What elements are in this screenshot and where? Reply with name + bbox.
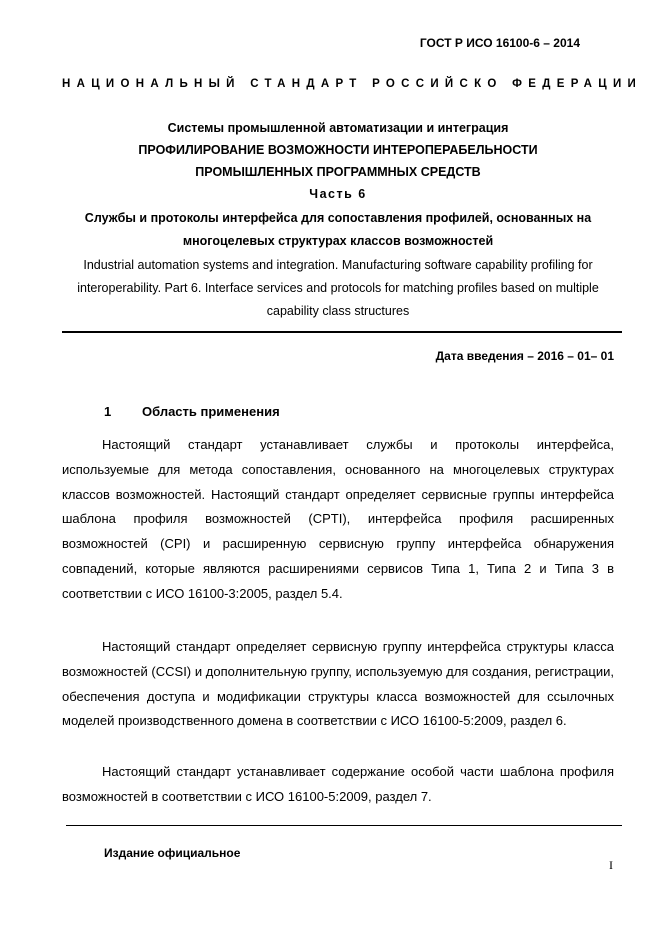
introduction-date: Дата введения – 2016 – 01– 01	[435, 349, 614, 363]
part-label: Часть 6	[309, 187, 367, 201]
title-line-2: ПРОФИЛИРОВАНИЕ ВОЗМОЖНОСТИ ИНТЕРОПЕРАБЕЛЬНОСТИ	[138, 143, 538, 157]
edition-label: Издание официальное	[104, 846, 241, 860]
document-code: ГОСТ Р ИСО 16100-6 – 2014	[419, 36, 580, 50]
paragraph: Настоящий стандарт определяет сервисную группу интерфейса структуры класса возможностей (CCSI) и дополнительную группу, используемую для создания, регистрации, обеспечения доступа и модификации структуры класса возможностей для ссылочных моделей производственного домена в соответствии с ИСО 16100-5:2009, раздел 6.	[62, 639, 614, 729]
section-heading	[104, 404, 280, 419]
section-number: 1	[104, 404, 112, 419]
english-title: Industrial automation systems and integration. Manufacturing software capability profiling for interoperability. Part 6. Interface services and protocols for matching profiles based on multiple capability class structures	[77, 258, 599, 318]
footer-divider	[66, 825, 622, 826]
page-number: I	[609, 858, 613, 872]
title-line-1: Системы промышленной автоматизации и интеграция	[167, 121, 509, 135]
title-line-3: ПРОМЫШЛЕННЫХ ПРОГРАММНЫХ СРЕДСТВ	[195, 165, 481, 179]
section-title: Область применения	[142, 404, 280, 419]
subtitle: Службы и протоколы интерфейса для сопоставления профилей, основанных на многоцелевых структурах классов возможностей	[84, 211, 592, 248]
title-divider	[62, 331, 622, 333]
national-standard-heading: НАЦИОНАЛЬНЫЙ СТАНДАРТ РОССИЙСКО ФЕДЕРАЦИИ	[62, 78, 643, 90]
paragraph: Настоящий стандарт устанавливает службы и протоколы интерфейса, используемые для метода сопоставления, основанного на многоцелевых структурах классов возможностей. Настоящий стандарт определяет сервисные группы интерфейса шаблона профиля возможностей (CPTI), интерфейса профиля расширенных возможностей (CPI) и расширенную сервисную группу интерфейса обнаружения совпадений, которые являются расширениями сервисов Типа 1, Типа 2 и Типа 3 в соответствии с ИСО 16100-3:2005, раздел 5.4.	[62, 437, 614, 601]
paragraph: Настоящий стандарт устанавливает содержание особой части шаблона профиля возможностей в соответствии с ИСО 16100-5:2009, раздел 7.	[62, 764, 614, 804]
